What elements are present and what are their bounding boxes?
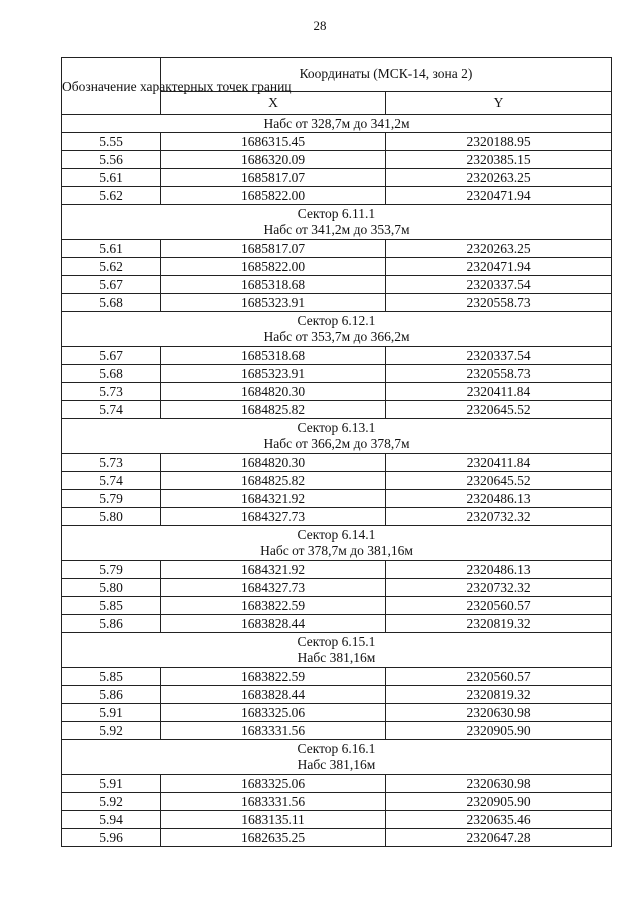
point-id-cell: 5.94	[62, 811, 161, 829]
y-coordinate-cell: 2320486.13	[386, 561, 612, 579]
point-id-cell: 5.91	[62, 704, 161, 722]
y-coordinate-cell: 2320635.46	[386, 811, 612, 829]
point-id-cell: 5.80	[62, 579, 161, 597]
table-row	[62, 472, 612, 490]
point-id-cell: 5.80	[62, 508, 161, 526]
x-coordinate-cell: 1683331.56	[161, 793, 386, 811]
point-id-cell: 5.67	[62, 276, 161, 294]
y-coordinate-cell: 2320819.32	[386, 686, 612, 704]
sector-label: Сектор 6.13.1	[297, 420, 376, 435]
y-coordinate-cell: 2320645.52	[386, 472, 612, 490]
table-row	[62, 829, 612, 847]
y-coordinate-cell: 2320819.32	[386, 615, 612, 633]
x-coordinate-cell: 1683822.59	[161, 668, 386, 686]
table-row	[62, 811, 612, 829]
x-coordinate-cell: 1684825.82	[161, 472, 386, 490]
table-row	[62, 722, 612, 740]
section-header	[62, 205, 612, 240]
x-coordinate-cell: 1684321.92	[161, 561, 386, 579]
x-coordinate-cell: 1685822.00	[161, 258, 386, 276]
y-coordinate-cell: 2320471.94	[386, 258, 612, 276]
table-row	[62, 775, 612, 793]
x-coordinate-cell: 1685822.00	[161, 187, 386, 205]
x-coordinate-cell: 1683822.59	[161, 597, 386, 615]
y-coordinate-cell: 2320263.25	[386, 240, 612, 258]
x-coordinate-cell: 1683828.44	[161, 615, 386, 633]
point-id-cell: 5.74	[62, 472, 161, 490]
y-coordinate-cell: 2320630.98	[386, 704, 612, 722]
x-coordinate-cell: 1683828.44	[161, 686, 386, 704]
x-coordinate-cell: 1684327.73	[161, 579, 386, 597]
section-header-row	[62, 526, 612, 561]
point-id-cell: 5.96	[62, 829, 161, 847]
table-row	[62, 401, 612, 419]
x-coordinate-cell: 1685817.07	[161, 169, 386, 187]
y-coordinate-cell: 2320630.98	[386, 775, 612, 793]
table-row	[62, 169, 612, 187]
table-row	[62, 240, 612, 258]
sector-label: Сектор 6.16.1	[297, 741, 376, 756]
y-coordinate-cell: 2320337.54	[386, 347, 612, 365]
point-id-cell: 5.86	[62, 686, 161, 704]
table-row	[62, 276, 612, 294]
y-coordinate-cell: 2320645.52	[386, 401, 612, 419]
point-id-cell: 5.56	[62, 151, 161, 169]
x-coordinate-cell: 1685817.07	[161, 240, 386, 258]
point-id-cell: 5.61	[62, 169, 161, 187]
section-header	[62, 419, 612, 454]
point-id-cell: 5.55	[62, 133, 161, 151]
height-range-label: Набс от 328,7м до 341,2м	[263, 115, 410, 131]
height-range-label: Набс 381,16м	[297, 650, 376, 665]
height-range-label: Набс от 353,7м до 366,2м	[263, 329, 410, 344]
height-range-label: Набс от 341,2м до 353,7м	[263, 222, 410, 237]
table-row	[62, 383, 612, 401]
table-row	[62, 579, 612, 597]
point-id-cell: 5.68	[62, 294, 161, 312]
point-id-cell: 5.73	[62, 454, 161, 472]
table-row	[62, 668, 612, 686]
coordinates-header: Координаты (МСК-14, зона 2)	[161, 58, 612, 92]
x-coordinate-cell: 1682635.25	[161, 829, 386, 847]
table-row	[62, 490, 612, 508]
y-coordinate-cell: 2320385.15	[386, 151, 612, 169]
table-row	[62, 454, 612, 472]
x-coordinate-cell: 1685323.91	[161, 365, 386, 383]
table-row	[62, 793, 612, 811]
table-row	[62, 686, 612, 704]
x-coordinate-cell: 1683331.56	[161, 722, 386, 740]
x-coordinate-cell: 1684321.92	[161, 490, 386, 508]
x-coordinate-cell: 1684825.82	[161, 401, 386, 419]
point-id-cell: 5.85	[62, 668, 161, 686]
table-row	[62, 704, 612, 722]
section-header	[62, 740, 612, 775]
page-number: 28	[313, 18, 327, 33]
table-row	[62, 294, 612, 312]
x-column-header: X	[161, 91, 386, 114]
table-row	[62, 561, 612, 579]
sector-label: Сектор 6.11.1	[297, 206, 376, 221]
x-coordinate-cell: 1683135.11	[161, 811, 386, 829]
table-row	[62, 347, 612, 365]
table-row	[62, 133, 612, 151]
y-coordinate-cell: 2320188.95	[386, 133, 612, 151]
point-id-cell: 5.79	[62, 561, 161, 579]
section-header-row	[62, 740, 612, 775]
section-header-row	[62, 633, 612, 668]
point-id-cell: 5.67	[62, 347, 161, 365]
section-header-row	[62, 115, 612, 133]
point-id-cell: 5.92	[62, 722, 161, 740]
y-coordinate-cell: 2320647.28	[386, 829, 612, 847]
y-coordinate-cell: 2320560.57	[386, 597, 612, 615]
section-header-row	[62, 419, 612, 454]
height-range-label: Набс от 378,7м до 381,16м	[260, 543, 413, 558]
y-coordinate-cell: 2320471.94	[386, 187, 612, 205]
y-coordinate-cell: 2320263.25	[386, 169, 612, 187]
x-coordinate-cell: 1685318.68	[161, 347, 386, 365]
section-header	[62, 115, 612, 133]
table-row	[62, 258, 612, 276]
point-id-cell: 5.74	[62, 401, 161, 419]
point-id-cell: 5.92	[62, 793, 161, 811]
point-id-cell: 5.79	[62, 490, 161, 508]
coordinates-table	[61, 57, 612, 847]
point-id-cell: 5.85	[62, 597, 161, 615]
table-header	[62, 58, 612, 115]
sector-label: Сектор 6.15.1	[297, 634, 376, 649]
y-coordinate-cell: 2320558.73	[386, 365, 612, 383]
x-coordinate-cell: 1684820.30	[161, 383, 386, 401]
x-coordinate-cell: 1685323.91	[161, 294, 386, 312]
x-coordinate-cell: 1683325.06	[161, 704, 386, 722]
sector-label: Сектор 6.14.1	[297, 527, 376, 542]
y-coordinate-cell: 2320560.57	[386, 668, 612, 686]
point-id-cell: 5.62	[62, 187, 161, 205]
x-coordinate-cell: 1685318.68	[161, 276, 386, 294]
x-coordinate-cell: 1686315.45	[161, 133, 386, 151]
y-column-header: Y	[386, 91, 612, 114]
y-coordinate-cell: 2320732.32	[386, 579, 612, 597]
y-coordinate-cell: 2320732.32	[386, 508, 612, 526]
section-header-row	[62, 205, 612, 240]
y-coordinate-cell: 2320411.84	[386, 454, 612, 472]
point-id-cell: 5.68	[62, 365, 161, 383]
table-row	[62, 597, 612, 615]
table-body	[62, 115, 612, 847]
y-coordinate-cell: 2320558.73	[386, 294, 612, 312]
x-coordinate-cell: 1683325.06	[161, 775, 386, 793]
sector-label: Сектор 6.12.1	[297, 313, 376, 328]
section-header	[62, 633, 612, 668]
x-coordinate-cell: 1684327.73	[161, 508, 386, 526]
x-coordinate-cell: 1684820.30	[161, 454, 386, 472]
point-id-cell: 5.86	[62, 615, 161, 633]
y-coordinate-cell: 2320905.90	[386, 722, 612, 740]
point-id-cell: 5.91	[62, 775, 161, 793]
height-range-label: Набс 381,16м	[297, 757, 376, 772]
table-row	[62, 365, 612, 383]
point-id-cell: 5.62	[62, 258, 161, 276]
height-range-label: Набс от 366,2м до 378,7м	[263, 436, 410, 451]
y-coordinate-cell: 2320905.90	[386, 793, 612, 811]
y-coordinate-cell: 2320337.54	[386, 276, 612, 294]
table-row	[62, 508, 612, 526]
table-row	[62, 615, 612, 633]
section-header	[62, 312, 612, 347]
section-header-row	[62, 312, 612, 347]
table-row	[62, 187, 612, 205]
point-id-cell: 5.61	[62, 240, 161, 258]
table-row	[62, 151, 612, 169]
x-coordinate-cell: 1686320.09	[161, 151, 386, 169]
point-id-cell: 5.73	[62, 383, 161, 401]
section-header	[62, 526, 612, 561]
point-column-header: Обозначение характерных точек границ	[62, 58, 161, 115]
y-coordinate-cell: 2320411.84	[386, 383, 612, 401]
y-coordinate-cell: 2320486.13	[386, 490, 612, 508]
